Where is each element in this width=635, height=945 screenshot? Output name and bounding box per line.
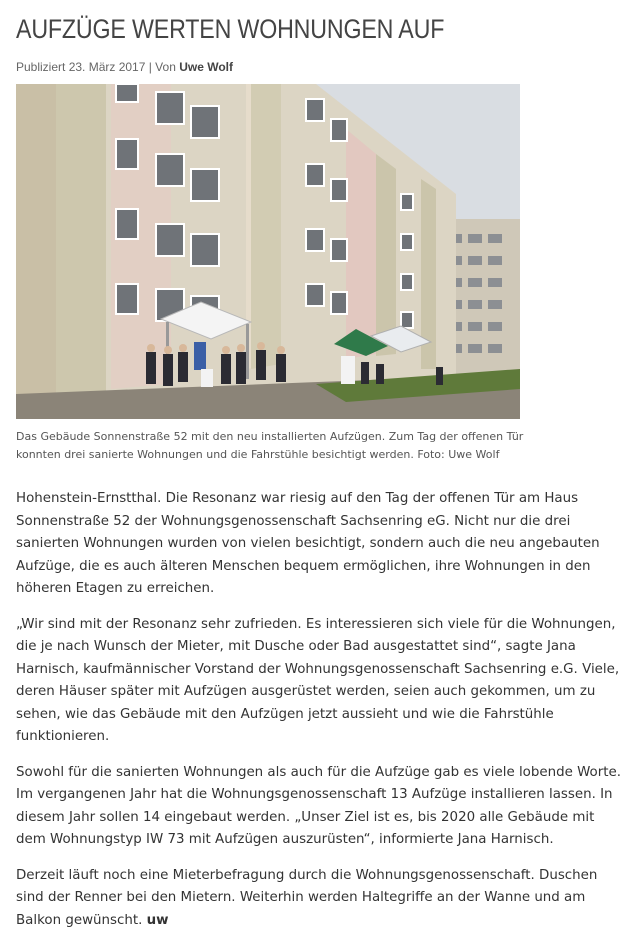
published-date: Publiziert 23. März 2017 | Von xyxy=(16,60,180,74)
author-signature: uw xyxy=(146,912,169,928)
paragraph-2: „Wir sind mit der Resonanz sehr zufrieden. Es interessieren sich viele für die Wohnungen, die je nach Wunsch der Mieter, mit Dusche oder Bad ausgestattet sind“, sagte Jana Harnisch, kaufmännischer Vorstand der Wohnungsgenossenschaft Sachsenring e.G. Viele, deren Häuser später mit Aufzügen ausgerüstet werden, seien auch gekommen, um zu sehen, wie das Gebäude mit den Aufzügen jetzt aussieht und wie die Fahrstühle funktionieren. xyxy=(16,616,620,744)
paragraph-3: Sowohl für die sanierten Wohnungen als auch für die Aufzüge gab es viele lobende Worte. Im vergangenen Jahr hat die Wohnungsgenossenschaft 13 Aufzüge installieren lassen. In diesem Jahr sollen 14 eingebaut werden. „Unser Ziel ist es, bis 2020 alle Gebäude mit dem Wohnungstyp IW 73 mit Aufzügen auszurüsten“, informierte Jana Harnisch. xyxy=(16,764,621,847)
author-link[interactable]: Uwe Wolf xyxy=(179,60,233,74)
paragraph-4-text: Derzeit läuft noch eine Mieterbefragung durch die Wohnungsgenossenschaft. Duschen sind der Renner bei den Mietern. Weiterhin werden Haltegriffe an der Wanne und am Balkon gewünscht. xyxy=(16,867,598,928)
photo-caption: Das Gebäude Sonnenstraße 52 mit den neu installierten Aufzügen. Zum Tag der offenen Tür konnten drei sanierte Wohnungen und die Fahrstühle besichtigt werden. Foto: Uwe Wolf xyxy=(16,430,524,461)
article-photo[interactable] xyxy=(16,84,520,419)
article-meta xyxy=(16,60,233,74)
paragraph-4 xyxy=(16,865,624,933)
building-photo xyxy=(16,84,520,419)
article-title: AUFZÜGE WERTEN WOHNUNGEN AUF xyxy=(16,14,445,44)
paragraph-1: Hohenstein-Ernstthal. Die Resonanz war riesig auf den Tag der offenen Tür am Haus Sonnenstraße 52 der Wohnungsgenossenschaft Sachsenring eG. Nicht nur die drei sanierten Wohnungen wurden von vielen besichtigt, sondern auch die neu angebauten Aufzüge, die es auch älteren Menschen bequem ermöglichen, ihre Wohnungen in den höheren Etagen zu erreichen. xyxy=(16,491,600,596)
article-body xyxy=(16,488,624,945)
